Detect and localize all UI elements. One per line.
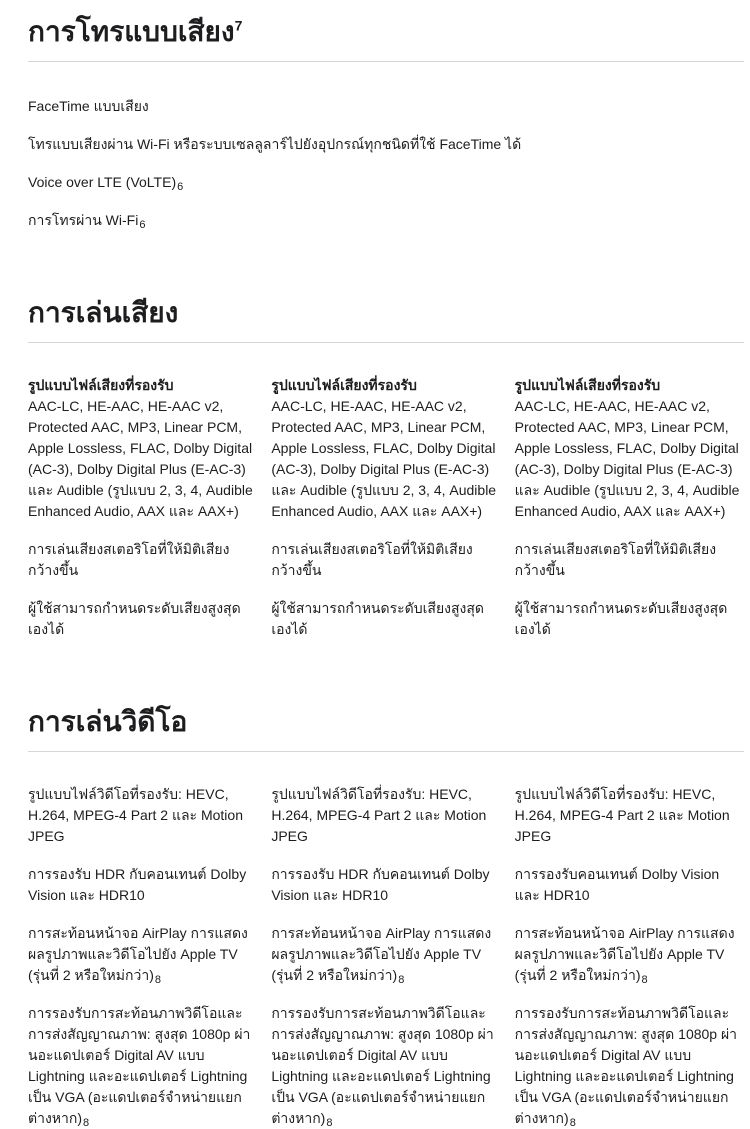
audio-formats xyxy=(28,375,257,522)
section-divider xyxy=(28,61,744,62)
video-airplay-text: การสะท้อนหน้าจอ AirPlay การแสดงผลรูปภาพและวิดีโอไปยัง Apple TV (รุ่นที่ 2 หรือใหม่กว่า) xyxy=(28,925,248,983)
footnote-8-subscript: 8 xyxy=(154,974,161,986)
audio-formats-label: รูปแบบไฟล์เสียงที่รองรับ xyxy=(28,377,174,393)
audio-formats-list: AAC-LC, HE-AAC, HE-AAC v2, Protected AAC, MP3, Linear PCM, Apple Lossless, FLAC, Dolby Digital (AC-3), Dolby Digital Plus (E-AC-3) และ Audible (รูปแบบ 2, 3, 4, Audible Enhanced Audio, AAX และ AAX+) xyxy=(271,398,497,519)
footnote-6-subscript: 6 xyxy=(177,181,184,193)
voice-calling-title-text: การโทรแบบเสียง xyxy=(28,16,235,47)
audio-stereo: การเล่นเสียงสเตอริโอที่ให้มิติเสียงกว้างขึ้น xyxy=(28,541,230,578)
video-hdr-support: การรองรับ HDR กับคอนเทนต์ Dolby Vision และ HDR10 xyxy=(28,866,247,903)
video-airplay xyxy=(28,923,257,986)
spec-row-text: FaceTime แบบเสียง xyxy=(28,98,149,114)
video-column-1 xyxy=(28,784,257,1129)
spec-row-facetime-audio xyxy=(28,96,728,117)
audio-volume-limit: ผู้ใช้สามารถกำหนดระดับเสียงสูงสุดเองได้ xyxy=(514,600,728,637)
video-airplay xyxy=(271,923,500,986)
video-column-3 xyxy=(515,784,744,1129)
audio-formats-list: AAC-LC, HE-AAC, HE-AAC v2, Protected AAC, MP3, Linear PCM, Apple Lossless, FLAC, Dolby Digital (AC-3), Dolby Digital Plus (E-AC-3) และ Audible (รูปแบบ 2, 3, 4, Audible Enhanced Audio, AAX และ AAX+) xyxy=(514,398,740,519)
video-mirroring xyxy=(271,1003,500,1129)
video-airplay-text: การสะท้อนหน้าจอ AirPlay การแสดงผลรูปภาพและวิดีโอไปยัง Apple TV (รุ่นที่ 2 หรือใหม่กว่า) xyxy=(514,925,735,983)
footnote-8-subscript: 8 xyxy=(569,1117,576,1129)
video-airplay xyxy=(515,923,744,986)
audio-formats xyxy=(515,375,744,522)
spec-row-text: การโทรผ่าน Wi-Fi xyxy=(28,212,139,228)
voice-calling-title xyxy=(28,14,744,49)
section-divider xyxy=(28,342,744,343)
video-playback-title: การเล่นวิดีโอ xyxy=(28,706,188,737)
audio-stereo: การเล่นเสียงสเตอริโอที่ให้มิติเสียงกว้างขึ้น xyxy=(514,541,717,578)
voice-calling-rows xyxy=(28,96,744,231)
audio-formats xyxy=(271,375,500,522)
section-voice-calling xyxy=(28,14,744,231)
audio-formats-label: รูปแบบไฟล์เสียงที่รองรับ xyxy=(514,377,661,393)
spec-row-wifi-cellular-calls xyxy=(28,134,728,155)
video-mirroring xyxy=(515,1003,744,1129)
video-mirroring-text: การรองรับการสะท้อนภาพวิดีโอและการส่งสัญญาณภาพ: สูงสุด 1080p ผ่านอะแดปเตอร์ Digital AV แบบ Lightning และอะแดปเตอร์ Lightning เป็น VGA (อะแดปเตอร์จำหน่ายแยกต่างหาก) xyxy=(271,1005,494,1126)
video-column-2 xyxy=(271,784,500,1129)
video-airplay-text: การสะท้อนหน้าจอ AirPlay การแสดงผลรูปภาพและวิดีโอไปยัง Apple TV (รุ่นที่ 2 หรือใหม่กว่า) xyxy=(271,925,492,983)
footnote-8-subscript: 8 xyxy=(641,974,648,986)
video-hdr-support: การรองรับคอนเทนต์ Dolby Vision และ HDR10 xyxy=(514,866,720,903)
video-mirroring-text: การรองรับการสะท้อนภาพวิดีโอและการส่งสัญญาณภาพ: สูงสุด 1080p ผ่านอะแดปเตอร์ Digital AV แบบ Lightning และอะแดปเตอร์ Lightning เป็น VGA (อะแดปเตอร์จำหน่ายแยกต่างหาก) xyxy=(28,1005,251,1126)
audio-stereo: การเล่นเสียงสเตอริโอที่ให้มิติเสียงกว้างขึ้น xyxy=(271,541,473,578)
section-audio-playback xyxy=(28,295,744,640)
audio-playback-title: การเล่นเสียง xyxy=(28,297,179,328)
footnote-8-subscript: 8 xyxy=(398,974,405,986)
footnote-7-superscript: 7 xyxy=(234,17,243,34)
audio-column-3 xyxy=(515,375,744,640)
audio-formats-label: รูปแบบไฟล์เสียงที่รองรับ xyxy=(271,377,417,393)
audio-column-2 xyxy=(271,375,500,640)
footnote-8-subscript: 8 xyxy=(326,1117,333,1129)
spec-row-volte xyxy=(28,172,728,193)
spec-row-wifi-calling xyxy=(28,210,728,231)
audio-playback-columns xyxy=(28,375,744,640)
video-mirroring xyxy=(28,1003,257,1129)
section-divider xyxy=(28,751,744,752)
footnote-6-subscript: 6 xyxy=(139,219,146,231)
video-hdr-support: การรองรับ HDR กับคอนเทนต์ Dolby Vision และ HDR10 xyxy=(271,866,490,903)
video-mirroring-text: การรองรับการสะท้อนภาพวิดีโอและการส่งสัญญาณภาพ: สูงสุด 1080p ผ่านอะแดปเตอร์ Digital AV แบบ Lightning และอะแดปเตอร์ Lightning เป็น VGA (อะแดปเตอร์จำหน่ายแยกต่างหาก) xyxy=(514,1005,738,1126)
video-formats: รูปแบบไฟล์วิดีโอที่รองรับ: HEVC, H.264, MPEG-4 Part 2 และ Motion JPEG xyxy=(514,786,730,844)
video-formats: รูปแบบไฟล์วิดีโอที่รองรับ: HEVC, H.264, MPEG-4 Part 2 และ Motion JPEG xyxy=(271,786,487,844)
audio-column-1 xyxy=(28,375,257,640)
audio-volume-limit: ผู้ใช้สามารถกำหนดระดับเสียงสูงสุดเองได้ xyxy=(28,600,241,637)
spec-row-text: โทรแบบเสียงผ่าน Wi-Fi หรือระบบเซลลูลาร์ไปยังอุปกรณ์ทุกชนิดที่ใช้ FaceTime ได้ xyxy=(28,136,522,152)
audio-formats-list: AAC-LC, HE-AAC, HE-AAC v2, Protected AAC, MP3, Linear PCM, Apple Lossless, FLAC, Dolby Digital (AC-3), Dolby Digital Plus (E-AC-3) และ Audible (รูปแบบ 2, 3, 4, Audible Enhanced Audio, AAX และ AAX+) xyxy=(28,398,253,519)
section-video-playback xyxy=(28,704,744,1129)
audio-volume-limit: ผู้ใช้สามารถกำหนดระดับเสียงสูงสุดเองได้ xyxy=(271,600,484,637)
spec-row-text: Voice over LTE (VoLTE) xyxy=(28,174,177,190)
video-formats: รูปแบบไฟล์วิดีโอที่รองรับ: HEVC, H.264, MPEG-4 Part 2 และ Motion JPEG xyxy=(28,786,243,844)
footnote-8-subscript: 8 xyxy=(83,1117,90,1129)
video-playback-columns xyxy=(28,784,744,1129)
